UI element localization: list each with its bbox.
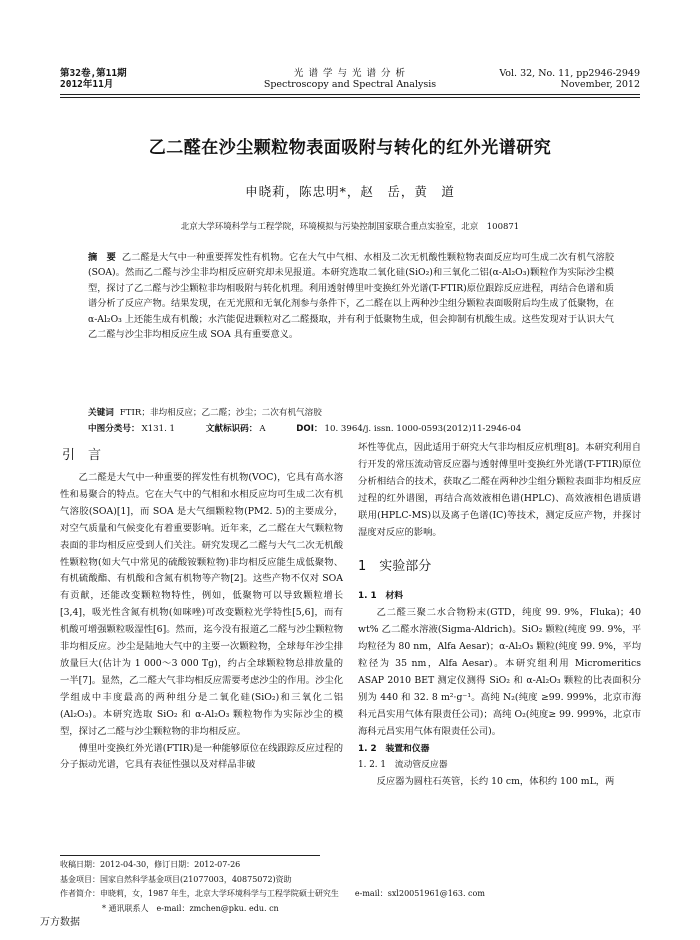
flow-tube-heading: 1. 2. 1 流动管反应器 — [358, 760, 448, 771]
abstract — [88, 250, 614, 342]
keywords — [88, 406, 614, 420]
clc-label: 中图分类号： — [88, 424, 140, 434]
month-year: November, 2012 — [560, 79, 640, 90]
footnotes — [60, 858, 640, 916]
author-list: 申晓莉，陈忠明*，赵 岳，黄 道 — [245, 184, 455, 199]
keywords-text: FTIR；非均相反应；乙二醛；沙尘；二次有机气溶胶 — [119, 408, 322, 418]
journal-name-en: Spectroscopy and Spectral Analysis — [263, 79, 437, 90]
apparatus-heading: 1. 2 装置和仪器 — [358, 743, 430, 754]
paper-title: 乙二醛在沙尘颗粒物表面吸附与转化的红外光谱研究 — [148, 138, 552, 158]
doi-value: 10. 3964/j. issn. 1000-0593(2012)11-2946-04 — [324, 424, 522, 434]
fund-info: 基金项目：国家自然科学基金项目(21077003，40875072)资助 — [60, 874, 292, 884]
doi-label: DOI： — [296, 424, 323, 434]
materials-heading: 1. 1 材料 — [358, 591, 404, 602]
experiment-heading: 1 实验部分 — [358, 559, 432, 575]
flow-tube-paragraph: 反应器为圆柱石英管，长约 10 cm，体积约 100 mL，两 — [376, 776, 615, 788]
right-column — [358, 440, 641, 791]
watermark: 万方数据 — [40, 917, 80, 928]
intro-paragraph-1: 乙二醛是大气中一种重要的挥发性有机物(VOC)，它具有高水溶性和易聚合的特点。它在大气中的气相和水相反应均可生成二次有机气溶胶(SOA)[1]，而 SOA 是大气细颗粒物(PM2. 5)的主要成分，对空气质量和气候变化有着重要影响。近年来，乙二醛在大气颗粒物表面的非均相反应受到人们关注。研究发现乙二醛与大气二次无机酸性颗粒物(如大气中常见的硫酸铵颗粒物)非均相反应能生成低聚物、有机硫酸酯、有机酸和含氮有机物等产物[2]。这些产物不仅对 SOA 有贡献，还能改变颗粒物特性，例如，低聚物可以导致颗粒增长[3,4]，吸光性含氮有机物(如咪唑)可改变颗粒光学特性[5,6]，而有机酸可增强颗粒吸湿性[6]。然而，迄今没有报道乙二醛与沙尘颗粒物非均相反应。沙尘是陆地大气中的主要一次颗粒物，全球每年沙尘排放量巨大(估计为 1 000～3 000 Tg)，约占全球颗粒物总排放量的一半[7]。显然，乙二醛大气非均相反应需要考虑沙尘的作用。沙尘化学组成中丰度最高的两种组分是二氧化硅(SiO₂)和三氧化二铝(Al₂O₃)。本研究选取 SiO₂ 和 α-Al₂O₃ 颗粒物作为实际沙尘的模型，探讨乙二醛与沙尘颗粒物的非均相反应。 — [60, 472, 343, 737]
keywords-label: 关键词 — [88, 408, 114, 418]
doc-code-value: A — [259, 424, 266, 434]
footnote-rule — [60, 855, 320, 856]
intro-heading: 引 言 — [62, 448, 102, 463]
received-date: 收稿日期：2012-04-30，修订日期：2012-07-26 — [60, 860, 241, 869]
volume-issue: 第32卷,第11期 — [60, 68, 127, 79]
header-rule-thin — [60, 97, 640, 98]
intro-paragraph-3: 坏性等优点，因此适用于研究大气非均相反应机理[8]。本研究利用自行开发的常压流动管反应器与透射傅里叶变换红外光谱(T-FTIR)原位分析相结合的技术，获取乙二醛在两种沙尘组分颗粒表面非均相反应过程的红外谱图，再结合高效液相色谱(HPLC)、高效液相色谱质谱联用(HPLC-MS)以及离子色谱(IC)等技术，测定反应产物，并探讨湿度对反应的影响。 — [358, 442, 641, 538]
materials-paragraph: 乙二醛三聚二水合物粉末(GTD，纯度 99. 9%，Fluka)；40 wt% 乙二醛水溶液(Sigma-Aldrich)。SiO₂ 颗粒(纯度 99. 9%，平均粒径为 80 nm，Alfa Aesar)；α-Al₂O₃ 颗粒(纯度 99. 9%，平均粒径为 35 nm，Alfa Aesar)。本研究组利用 Micromeritics ASAP 2010 BET 测定仪测得 SiO₂ 和 α-Al₂O₃ 颗粒的比表面积分别为 440 和 32. 8 m²·g⁻¹。高纯 N₂(纯度 ≥99. 999%，北京市海科元昌实用气体有限责任公司)；高纯 O₂(纯度≥ 99. 999%，北京市海科元昌实用气体有限责任公司)。 — [358, 607, 641, 737]
journal-name-cn: 光 谱 学 与 光 谱 分 析 — [293, 68, 407, 79]
affiliation: 北京大学环境科学与工程学院，环境模拟与污染控制国家联合重点实验室，北京 100871 — [180, 222, 520, 232]
author-bio: 作者简介：申晓莉，女，1987 年生，北京大学环境科学与工程学院硕士研究生 e-mail：sxl20051961@163. com — [60, 889, 485, 898]
clc-value: X131. 1 — [141, 424, 176, 434]
journal-citation — [499, 68, 640, 90]
doc-code-label: 文献标识码： — [205, 424, 258, 434]
abstract-label: 摘 要 — [88, 252, 116, 263]
classification-line — [88, 422, 614, 436]
intro-paragraph-2: 傅里叶变换红外光谱(FTIR)是一种能够原位在线跟踪反应过程的分子振动光谱，它具有表征性强以及对样品非破 — [60, 742, 343, 771]
header-rule — [60, 94, 640, 95]
abstract-text: 乙二醛是大气中一种重要挥发性有机物。它在大气中气相、水相及二次无机酸性颗粒物表面反应均可生成二次有机气溶胶(SOA)。然而乙二醛与沙尘非均相反应研究却未见报道。本研究选取二氧化硅(SiO₂)和三氧化二铝(α-Al₂O₃)颗粒作为实际沙尘模型，探讨了乙二醛与沙尘颗粒非均相吸附与转化机理。利用透射傅里叶变换红外光谱(T-FTIR)原位跟踪反应进程，再结合色谱和质谱分析了反应产物。结果发现，在无光照和无氧化剂参与条件下，乙二醛在以上两种沙尘组分颗粒表面吸附后均生成了低聚物，在 α-Al₂O₃ 上还能生成有机酸；水汽能促进颗粒对乙二醛摄取，并有利于低聚物生成，但会抑制有机酸生成。这些发现对于认识大气乙二醛与沙尘非均相反应生成 SOA 具有重要意义。 — [88, 252, 615, 341]
corresponding-author: * 通讯联系人 e-mail：zmchen@pku. edu. cn — [102, 903, 279, 913]
year-month: 2012年11月 — [60, 79, 114, 90]
vol-pages: Vol. 32, No. 11, pp2946-2949 — [499, 68, 640, 79]
left-column — [60, 470, 343, 774]
